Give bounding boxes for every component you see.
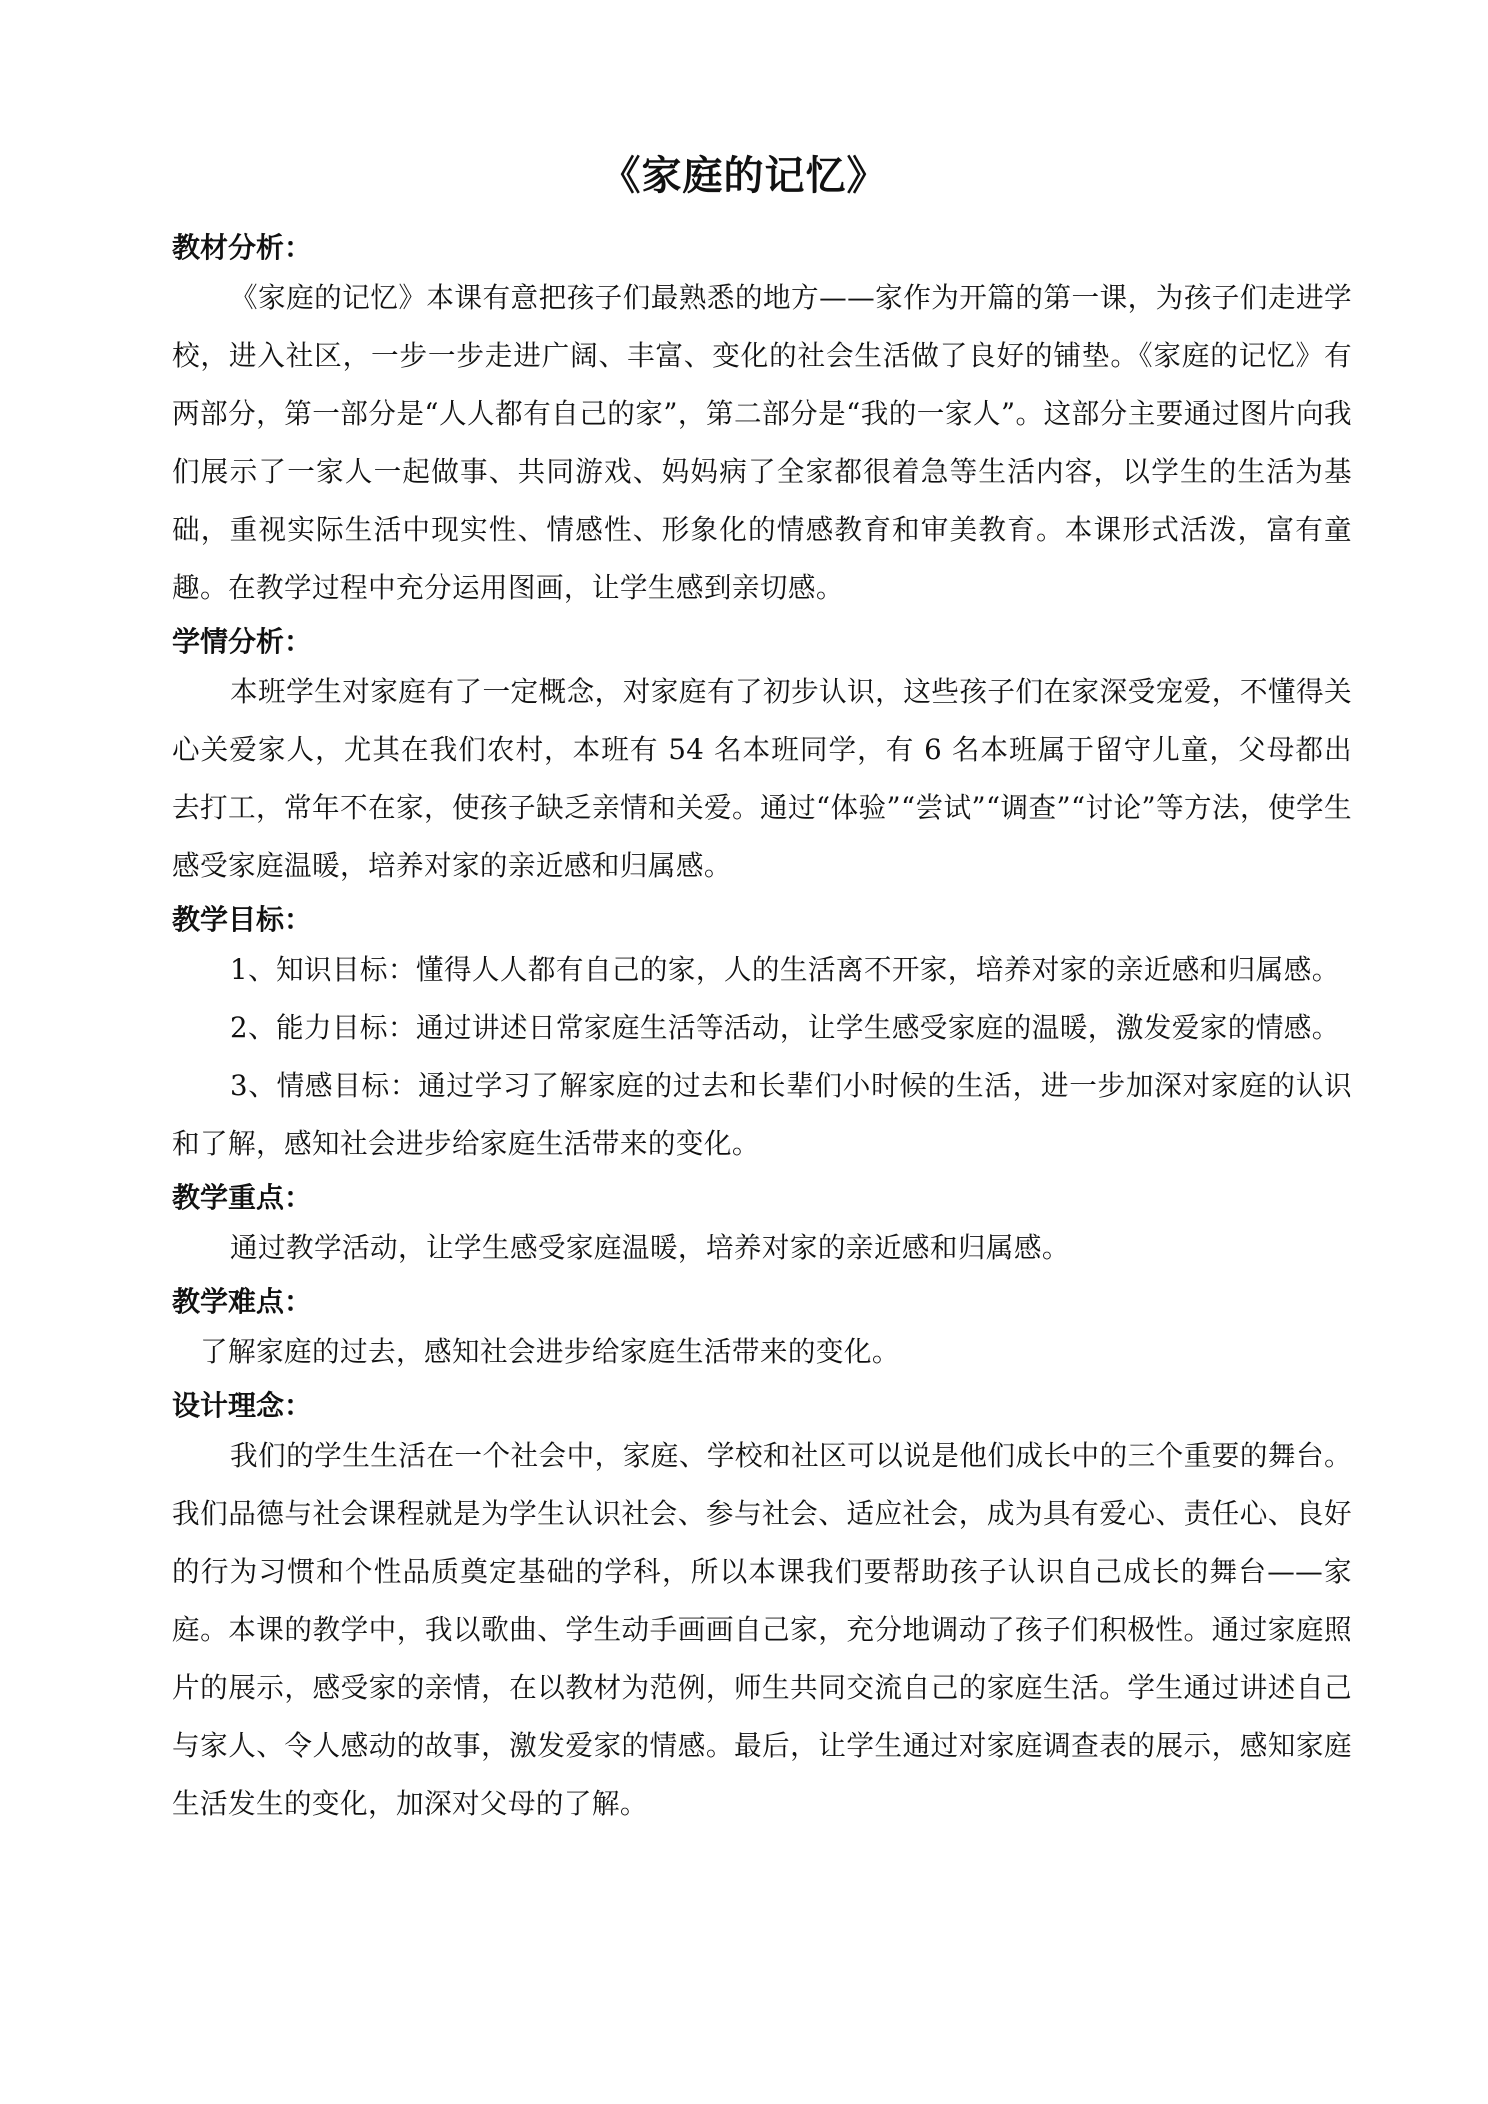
section-heading-students: 学情分析：: [172, 625, 313, 658]
section-heading-concept: 设计理念：: [172, 1389, 313, 1422]
section-heading-difficulties: 教学难点：: [172, 1285, 313, 1318]
section-text-concept: 我们的学生生活在一个社会中，家庭、学校和社区可以说是他们成长中的三个重要的舞台。我们品德与社会课程就是为学生认识社会、参与社会、适应社会，成为具有爱心、责任心、良好的行为习惯和个性品质奠定基础的学科，所以本课我们要帮助孩子认识自己成长的舞台——家庭。本课的教学中，我以歌曲、学生动手画画自己家，充分地调动了孩子们积极性。通过家庭照片的展示，感受家的亲情，在以教材为范例，师生共同交流自己的家庭生活。学生通过讲述自己与家人、令人感动的故事，激发爱家的情感。最后，让学生通过对家庭调查表的展示，感知家庭生活发生的变化，加深对父母的了解。: [172, 1439, 1352, 1820]
document-body: [172, 223, 1352, 1833]
section-text-key-points: 通过教学活动，让学生感受家庭温暖，培养对家的亲近感和归属感。: [230, 1231, 1070, 1264]
section-heading-goals: 教学目标：: [172, 903, 313, 936]
section-text-difficulties: 了解家庭的过去，感知社会进步给家庭生活带来的变化。: [200, 1335, 900, 1368]
section-text-students: 本班学生对家庭有了一定概念，对家庭有了初步认识，这些孩子们在家深受宠爱，不懂得关心关爱家人，尤其在我们农村，本班有 54 名本班同学，有 6 名本班属于留守儿童，父母都出去打工，常年不在家，使孩子缺乏亲情和关爱。通过“体验”“尝试”“调查”“讨论”等方法，使学生感受家庭温暖，培养对家的亲近感和归属感。: [172, 675, 1352, 882]
document-title: 《家庭的记忆》: [600, 153, 888, 199]
goal-item-emotion: 3、情感目标：通过学习了解家庭的过去和长辈们小时候的生活，进一步加深对家庭的认识和了解，感知社会进步给家庭生活带来的变化。: [172, 1069, 1352, 1160]
section-heading-key-points: 教学重点：: [172, 1181, 313, 1214]
goal-item-knowledge: 1、知识目标：懂得人人都有自己的家，人的生活离不开家，培养对家的亲近感和归属感。: [230, 953, 1340, 986]
section-heading-material: 教材分析：: [172, 231, 313, 264]
section-text-material: 《家庭的记忆》本课有意把孩子们最熟悉的地方——家作为开篇的第一课，为孩子们走进学校，进入社区，一步一步走进广阔、丰富、变化的社会生活做了良好的铺垫。《家庭的记忆》有两部分，第一部分是“人人都有自己的家”，第二部分是“我的一家人”。这部分主要通过图片向我们展示了一家人一起做事、共同游戏、妈妈病了全家都很着急等生活内容，以学生的生活为基础，重视实际生活中现实性、情感性、形象化的情感教育和审美教育。本课形式活泼，富有童趣。在教学过程中充分运用图画，让学生感到亲切感。: [172, 281, 1352, 604]
goal-item-ability: 2、能力目标：通过讲述日常家庭生活等活动，让学生感受家庭的温暖，激发爱家的情感。: [230, 1011, 1340, 1044]
